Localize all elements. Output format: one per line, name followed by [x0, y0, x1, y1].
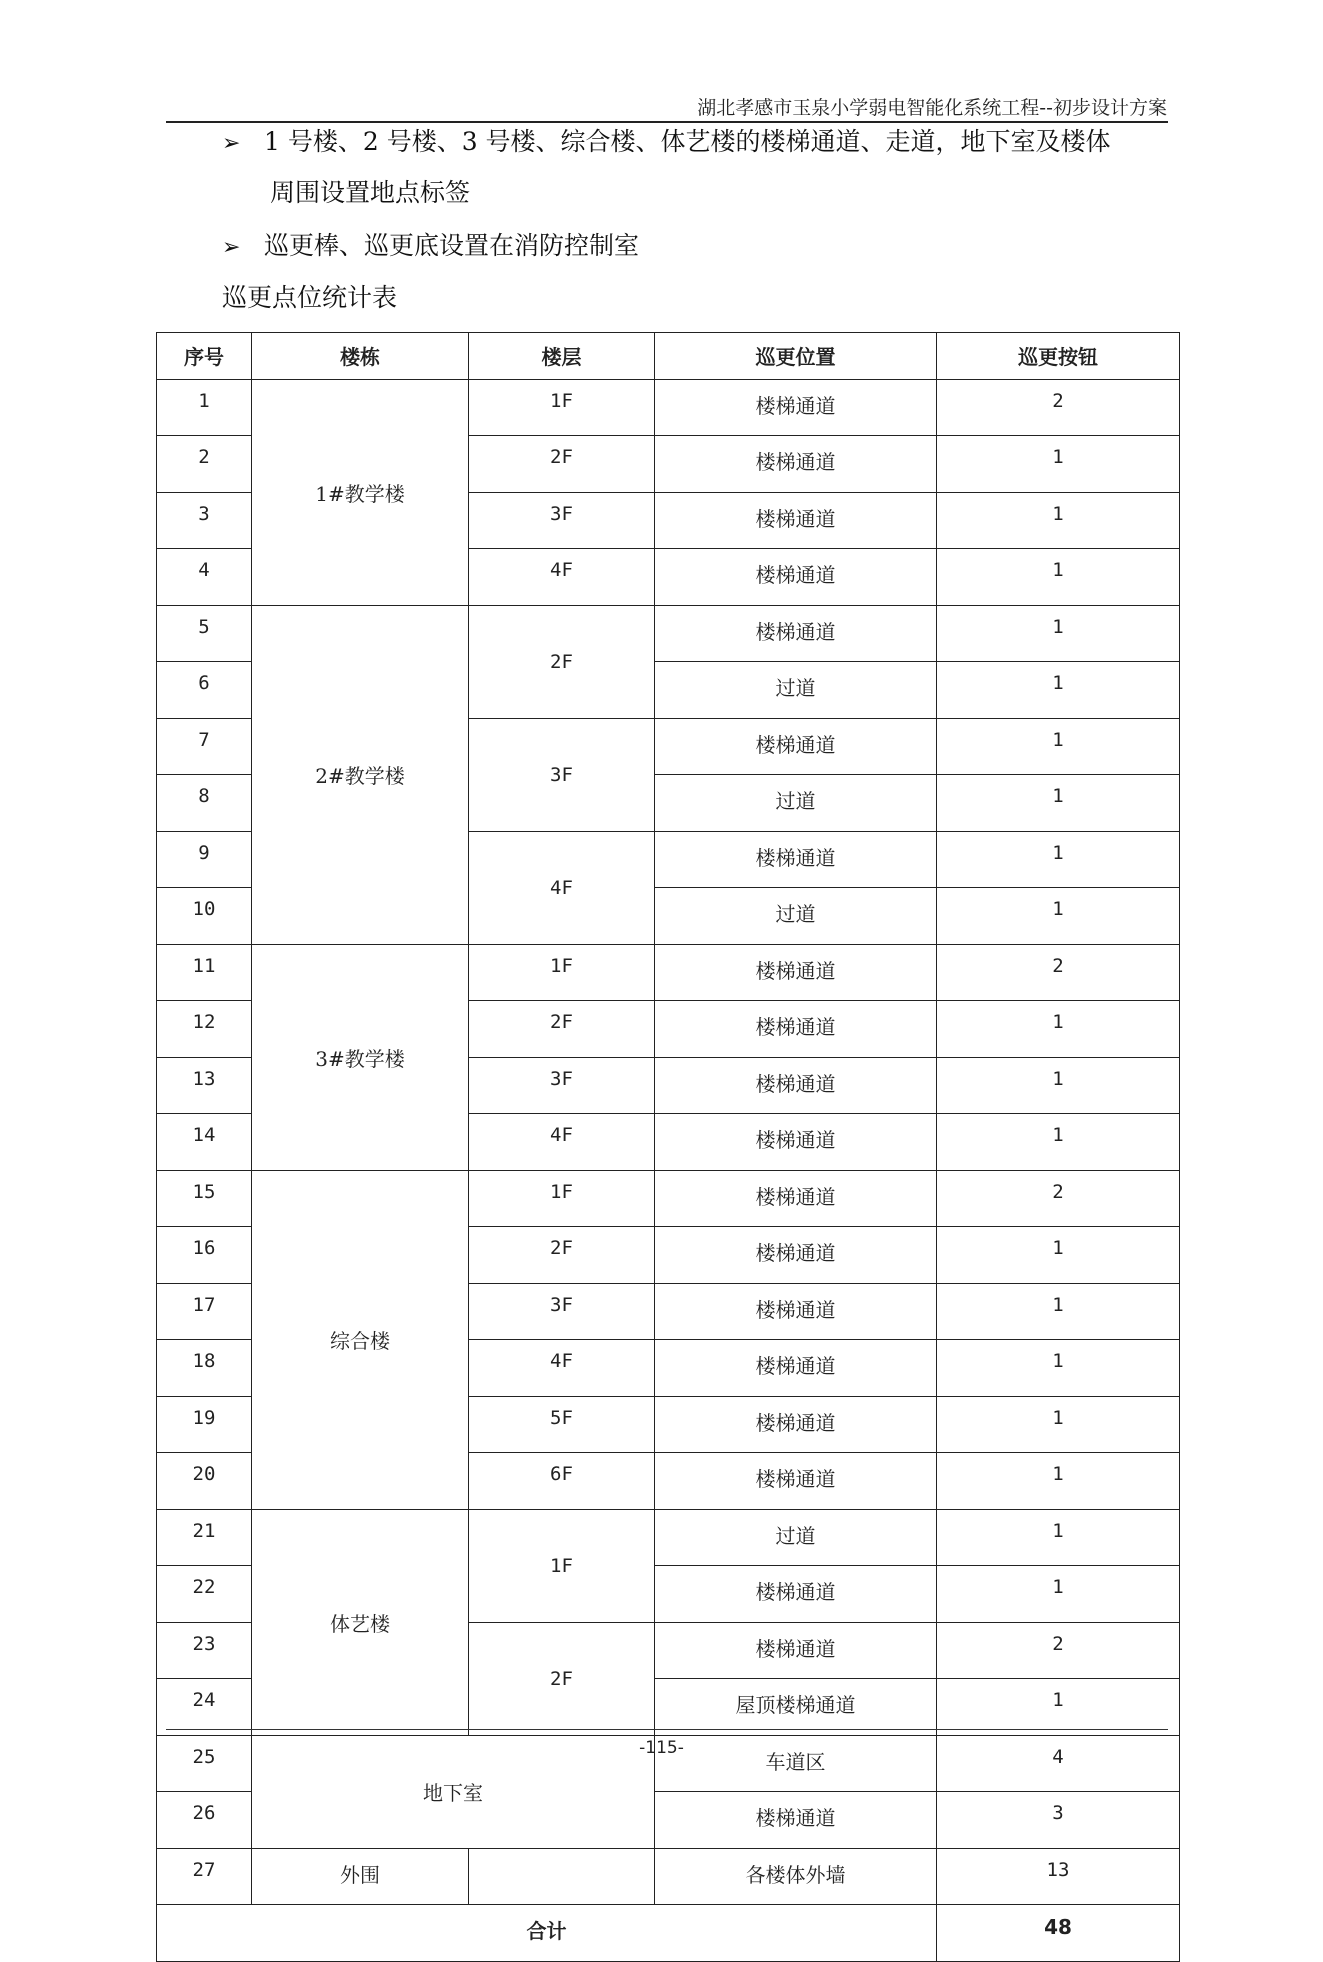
table-row [157, 1170, 1180, 1227]
cell-location: 楼梯通道 [655, 1283, 937, 1340]
arrow-bullet-icon: ➢ [222, 131, 241, 156]
cell-location: 楼梯通道 [655, 436, 937, 493]
cell-no: 12 [157, 1001, 252, 1058]
cell-buttons: 1 [937, 831, 1180, 888]
cell-location: 楼梯通道 [655, 1170, 937, 1227]
cell-no: 1 [157, 379, 252, 436]
cell-no: 13 [157, 1057, 252, 1114]
cell-buttons: 2 [937, 944, 1180, 1001]
bullet-item-1-continuation: 周围设置地点标签 [270, 178, 471, 207]
cell-no: 6 [157, 662, 252, 719]
header-cell-building: 楼栋 [252, 333, 469, 380]
cell-no: 11 [157, 944, 252, 1001]
cell-floor: 1F [469, 944, 655, 1001]
table-total-row [157, 1905, 1180, 1962]
cell-location: 楼梯通道 [655, 1057, 937, 1114]
cell-location: 楼梯通道 [655, 1566, 937, 1623]
cell-building: 外围 [252, 1848, 469, 1905]
cell-floor: 4F [469, 1340, 655, 1397]
cell-no: 16 [157, 1227, 252, 1284]
table-row [157, 605, 1180, 662]
cell-no: 17 [157, 1283, 252, 1340]
cell-location: 楼梯通道 [655, 1453, 937, 1510]
bullet-item-2 [222, 231, 639, 263]
cell-floor: 2F [469, 605, 655, 718]
cell-location: 楼梯通道 [655, 492, 937, 549]
cell-location: 楼梯通道 [655, 1340, 937, 1397]
cell-no: 26 [157, 1792, 252, 1849]
cell-building: 体艺楼 [252, 1509, 469, 1735]
cell-location: 过道 [655, 1509, 937, 1566]
cell-location: 楼梯通道 [655, 1001, 937, 1058]
bullet-text-line1: 巡更棒、巡更底设置在消防控制室 [264, 231, 640, 260]
header-cell-buttons: 巡更按钮 [937, 333, 1180, 380]
cell-floor: 3F [469, 1283, 655, 1340]
cell-buttons: 1 [937, 1340, 1180, 1397]
cell-floor: 2F [469, 1227, 655, 1284]
table-row [157, 379, 1180, 436]
cell-floor: 3F [469, 718, 655, 831]
cell-buttons: 1 [937, 605, 1180, 662]
table-caption: 巡更点位统计表 [222, 283, 398, 312]
header-cell-floor: 楼层 [469, 333, 655, 380]
cell-location: 过道 [655, 775, 937, 832]
cell-buttons: 1 [937, 1057, 1180, 1114]
cell-no: 14 [157, 1114, 252, 1171]
cell-floor: 3F [469, 1057, 655, 1114]
table-row [157, 1848, 1180, 1905]
bullet-text-line1: 1 号楼、2 号楼、3 号楼、综合楼、体艺楼的楼梯通道、走道，地下室及楼体 [264, 127, 1111, 156]
cell-no: 15 [157, 1170, 252, 1227]
cell-location: 楼梯通道 [655, 1227, 937, 1284]
cell-no: 7 [157, 718, 252, 775]
cell-location: 楼梯通道 [655, 831, 937, 888]
cell-location: 过道 [655, 888, 937, 945]
cell-no: 5 [157, 605, 252, 662]
cell-buttons: 1 [937, 662, 1180, 719]
cell-location: 楼梯通道 [655, 1396, 937, 1453]
cell-floor: 2F [469, 1001, 655, 1058]
cell-no: 18 [157, 1340, 252, 1397]
cell-floor: 1F [469, 1170, 655, 1227]
cell-no: 21 [157, 1509, 252, 1566]
total-value: 48 [937, 1905, 1180, 1962]
cell-location: 楼梯通道 [655, 379, 937, 436]
cell-location: 楼梯通道 [655, 549, 937, 606]
cell-buttons: 1 [937, 775, 1180, 832]
cell-building: 2#教学楼 [252, 605, 469, 944]
cell-buttons: 1 [937, 1227, 1180, 1284]
cell-building: 3#教学楼 [252, 944, 469, 1170]
arrow-bullet-icon: ➢ [222, 235, 241, 260]
cell-floor: 1F [469, 1509, 655, 1622]
cell-buttons: 1 [937, 1679, 1180, 1736]
cell-no: 20 [157, 1453, 252, 1510]
cell-no: 23 [157, 1622, 252, 1679]
header-cell-location: 巡更位置 [655, 333, 937, 380]
cell-buttons: 1 [937, 888, 1180, 945]
footer-divider [166, 1729, 1168, 1730]
cell-no: 3 [157, 492, 252, 549]
cell-buttons: 1 [937, 1283, 1180, 1340]
cell-buttons: 2 [937, 1622, 1180, 1679]
cell-floor [469, 1848, 655, 1905]
cell-buttons: 2 [937, 1170, 1180, 1227]
cell-floor: 1F [469, 379, 655, 436]
total-label: 合计 [157, 1905, 937, 1962]
cell-building: 地下室 [252, 1735, 655, 1848]
cell-location: 屋顶楼梯通道 [655, 1679, 937, 1736]
cell-no: 24 [157, 1679, 252, 1736]
cell-floor: 2F [469, 1622, 655, 1735]
header-cell-no: 序号 [157, 333, 252, 380]
cell-floor: 4F [469, 1114, 655, 1171]
cell-buttons: 4 [937, 1735, 1180, 1792]
bullet-item-1 [222, 127, 1111, 159]
cell-no: 27 [157, 1848, 252, 1905]
cell-location: 楼梯通道 [655, 1792, 937, 1849]
patrol-point-table [156, 332, 1180, 1962]
cell-no: 4 [157, 549, 252, 606]
cell-buttons: 1 [937, 1453, 1180, 1510]
cell-buttons: 1 [937, 1001, 1180, 1058]
cell-location: 楼梯通道 [655, 944, 937, 1001]
cell-floor: 4F [469, 831, 655, 944]
page-number: -115- [639, 1738, 684, 1758]
cell-building: 综合楼 [252, 1170, 469, 1509]
cell-no: 25 [157, 1735, 252, 1792]
cell-location: 楼梯通道 [655, 605, 937, 662]
cell-buttons: 1 [937, 436, 1180, 493]
cell-buttons: 1 [937, 718, 1180, 775]
cell-building: 1#教学楼 [252, 379, 469, 605]
cell-buttons: 1 [937, 1114, 1180, 1171]
cell-location: 楼梯通道 [655, 1114, 937, 1171]
cell-buttons: 1 [937, 1566, 1180, 1623]
header-divider [166, 121, 1168, 123]
cell-floor: 4F [469, 549, 655, 606]
cell-floor: 6F [469, 1453, 655, 1510]
cell-location: 车道区 [655, 1735, 937, 1792]
cell-location: 楼梯通道 [655, 718, 937, 775]
table-row [157, 944, 1180, 1001]
cell-floor: 3F [469, 492, 655, 549]
cell-no: 10 [157, 888, 252, 945]
cell-buttons: 1 [937, 492, 1180, 549]
cell-no: 8 [157, 775, 252, 832]
cell-floor: 2F [469, 436, 655, 493]
table-header-row [157, 333, 1180, 380]
cell-location: 楼梯通道 [655, 1622, 937, 1679]
cell-buttons: 2 [937, 379, 1180, 436]
cell-buttons: 13 [937, 1848, 1180, 1905]
cell-buttons: 1 [937, 549, 1180, 606]
cell-buttons: 1 [937, 1509, 1180, 1566]
cell-location: 过道 [655, 662, 937, 719]
cell-buttons: 1 [937, 1396, 1180, 1453]
cell-no: 9 [157, 831, 252, 888]
table-row [157, 1509, 1180, 1566]
cell-no: 19 [157, 1396, 252, 1453]
cell-floor: 5F [469, 1396, 655, 1453]
document-header-title: 湖北孝感市玉泉小学弱电智能化系统工程--初步设计方案 [697, 97, 1167, 119]
cell-no: 2 [157, 436, 252, 493]
cell-location: 各楼体外墙 [655, 1848, 937, 1905]
cell-no: 22 [157, 1566, 252, 1623]
cell-buttons: 3 [937, 1792, 1180, 1849]
